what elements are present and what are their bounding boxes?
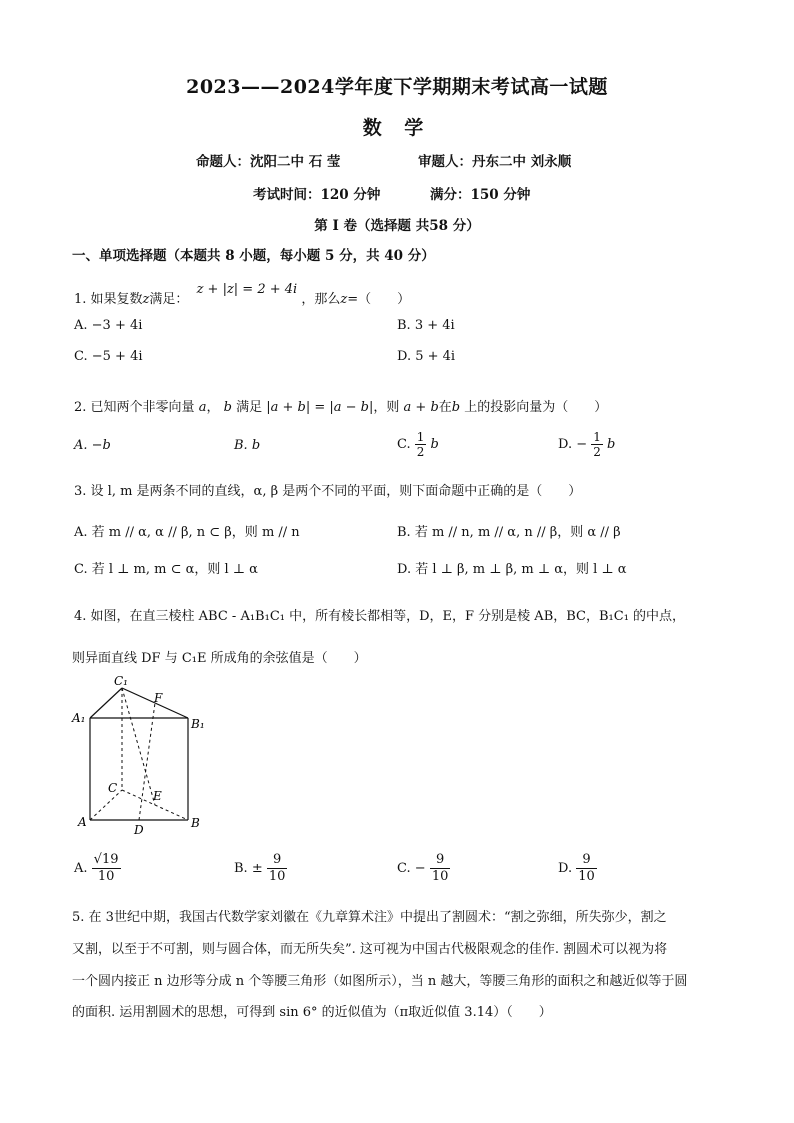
prism-figure	[70, 672, 220, 842]
label-a1: A₁	[72, 711, 86, 725]
question-1-stem: 1. 如果复数z满足： z + |z| = 2 + 4i ，那么z=（ ）	[74, 282, 411, 307]
q3-option-b[interactable]: B. 若 m // n, m // α, n // β，则 α // β	[397, 525, 621, 540]
q2-option-a[interactable]: A. −b	[74, 438, 111, 453]
segment-c1e	[122, 688, 155, 805]
question-3-stem: 3. 设 l, m 是两条不同的直线，α, β 是两个不同的平面，则下面命题中正确的是（ ）	[74, 484, 582, 499]
exam-title: 2023——2024学年度下学期期末考试高一试题	[186, 76, 608, 98]
q4-option-c[interactable]: C. − $\frac{9}{10}$	[397, 852, 449, 884]
score-label: 满分：150 分钟	[430, 187, 531, 203]
section-title: 一、单项选择题（本题共 8 小题，每小题 5 分，共 40 分）	[72, 248, 435, 264]
volume-label: 第 I 卷（选择题 共58 分）	[314, 218, 480, 234]
question-5-line-4: 的面积. 运用割圆术的思想，可得到 sin 6° 的近似值为（π取近似值 3.14）（ ）	[72, 1005, 552, 1020]
label-c: C	[108, 781, 118, 795]
label-b1: B₁	[191, 717, 205, 731]
q2-option-b[interactable]: B. b	[234, 438, 261, 453]
subject-title: 数 学	[362, 117, 432, 139]
q3-option-a[interactable]: A. 若 m // α, α // β, n ⊂ β，则 m // n	[74, 525, 300, 540]
q2-option-d[interactable]: D. − $\frac{1}{2}$ b	[558, 430, 616, 459]
q4-option-b[interactable]: B. ± $\frac{9}{10}$	[234, 852, 286, 884]
time-label: 考试时间：120 分钟	[253, 187, 381, 203]
q1-option-b[interactable]: B. 3 + 4i	[397, 318, 455, 333]
q1-equation: z + |z| = 2 + 4i	[196, 282, 298, 297]
q1-option-d[interactable]: D. 5 + 4i	[397, 349, 456, 364]
question-4-stem-line1: 4. 如图，在直三棱柱 ABC - A₁B₁C₁ 中，所有棱长都相等，D，E，F 分别是棱 AB，BC，B₁C₁ 的中点，	[74, 609, 686, 624]
question-2-stem: 2. 已知两个非零向量 a， b 满足 |a + b| = |a − b|，则 a + b在b 上的投影向量为（ ）	[74, 400, 608, 415]
edge-c1-a1	[90, 688, 122, 718]
label-b: B	[191, 816, 200, 830]
q2-option-c[interactable]: C. $\frac{1}{2}$ b	[397, 430, 439, 459]
label-c1: C₁	[114, 674, 128, 688]
q1-option-c[interactable]: C. −5 + 4i	[74, 349, 143, 364]
q4-option-a[interactable]: A. $\frac{√19}{10}$	[74, 852, 119, 884]
question-5-line-2: 又割，以至于不可割，则与圆合体，而无所失矣”. 这可视为中国古代极限观念的佳作. 割圆术可以视为将	[72, 942, 668, 957]
question-4-stem-line2: 则异面直线 DF 与 C₁E 所成角的余弦值是（ ）	[72, 651, 367, 666]
label-d: D	[134, 823, 144, 837]
question-5-line-3: 一个圆内接正 n 边形等分成 n 个等腰三角形（如图所示），当 n 越大，等腰三角形的面积之和越近似等于圆	[72, 974, 688, 989]
q2-condition: |a + b| = |a − b|	[266, 400, 374, 415]
author-label: 命题人：沈阳二中 石 莹	[196, 154, 341, 170]
q3-option-c[interactable]: C. 若 l ⊥ m, m ⊂ α，则 l ⊥ α	[74, 562, 258, 577]
label-a: A	[78, 815, 87, 829]
q3-option-d[interactable]: D. 若 l ⊥ β, m ⊥ β, m ⊥ α，则 l ⊥ α	[397, 562, 627, 577]
reviewer-label: 审题人：丹东二中 刘永顺	[418, 154, 572, 170]
q1-option-a[interactable]: A. −3 + 4i	[74, 318, 143, 333]
edge-a-c	[90, 790, 122, 820]
q4-option-d[interactable]: D. $\frac{9}{10}$	[558, 852, 595, 884]
label-e: E	[153, 789, 162, 803]
question-5-line-1: 5. 在 3世纪中期，我国古代数学家刘徽在《九章算术注》中提出了割圆术：“割之弥细，所失弥少，割之	[72, 910, 667, 925]
label-f: F	[154, 691, 163, 705]
q2-proj-expr: a + b	[403, 400, 439, 415]
